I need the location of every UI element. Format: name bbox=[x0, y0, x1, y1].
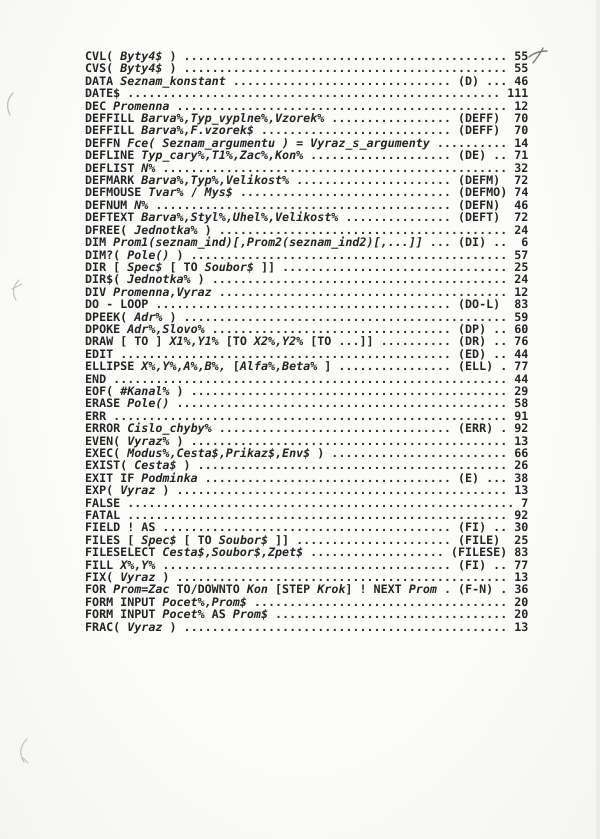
entry-parameters: Vyraz% bbox=[127, 433, 170, 448]
entry-keyword: DO - LOOP bbox=[85, 297, 149, 312]
entry-keyword: DATE$ bbox=[85, 86, 121, 101]
entry-parameters: Prom1(seznam_ind)[,Prom2(seznam_ind2)[,...]] bbox=[113, 235, 423, 250]
entry-page-reference: 13 bbox=[514, 619, 529, 634]
entry-parameters: Pole() bbox=[127, 396, 170, 411]
entry-keyword: ) bbox=[155, 570, 170, 585]
entry-keyword: FRAC( bbox=[85, 619, 128, 634]
entry-keyword: ) bbox=[162, 49, 177, 63]
entry-keyword: [ TO bbox=[162, 259, 205, 274]
entry-keyword: ) bbox=[162, 619, 177, 634]
entry-keyword: EXP( bbox=[85, 483, 121, 498]
entry-page-reference: 14 bbox=[514, 135, 529, 150]
dot-leader: ......................................... bbox=[155, 520, 458, 535]
entry-parameters: Cesta$ bbox=[134, 458, 177, 473]
entry-keyword: [ bbox=[225, 359, 240, 374]
pencil-arc-mark-1 bbox=[8, 93, 13, 115]
entry-page-reference: (DEFT) 72 bbox=[457, 210, 529, 225]
entry-parameters: Jednotka% bbox=[127, 272, 191, 287]
entry-keyword: DPEEK( bbox=[85, 309, 135, 324]
entry-parameters: Fce( Seznam_argumentu ) = Vyraz_s_argumenty bbox=[127, 135, 430, 150]
entry-page-reference: (F-N) . 36 bbox=[458, 582, 529, 597]
entry-parameters: Cislo_chyby% bbox=[127, 421, 212, 436]
dot-leader: ...................... bbox=[289, 532, 458, 547]
entry-keyword: DIR [ bbox=[85, 259, 128, 274]
entry-keyword: DEFFILL bbox=[85, 111, 142, 126]
entry-keyword: ]] bbox=[253, 259, 276, 274]
entry-keyword: ) bbox=[197, 222, 212, 237]
entry-keyword: ) bbox=[169, 383, 184, 398]
entry-parameters: Vyraz bbox=[120, 483, 156, 498]
entry-page-reference: (DI) .. 6 bbox=[457, 235, 529, 250]
entry-keyword: ) bbox=[169, 433, 184, 448]
dot-leader: ....................................................... bbox=[120, 495, 522, 510]
entry-parameters: X2%,Y2% bbox=[253, 334, 304, 349]
entry-page-reference: (DR) .. 76 bbox=[458, 334, 529, 349]
entry-keyword: DIR$( bbox=[85, 272, 128, 287]
entry-parameters: Podminka bbox=[141, 470, 198, 485]
entry-page-reference: 66 bbox=[514, 446, 529, 460]
entry-parameters: Alfa%,Beta% bbox=[239, 359, 318, 374]
dot-leader: ................................... bbox=[197, 470, 458, 485]
entry-keyword: DEFLINE bbox=[85, 148, 142, 163]
entry-parameters: N% bbox=[141, 160, 156, 175]
entry-page-reference: 12 bbox=[514, 98, 529, 113]
dot-leader: ................... bbox=[303, 545, 451, 560]
entry-page-reference: 7 bbox=[521, 495, 529, 510]
entry-keyword: DIM?( bbox=[85, 247, 128, 262]
entry-parameters: Pocet%,Prom$ bbox=[162, 594, 247, 609]
entry-keyword: ERASE bbox=[85, 396, 128, 411]
index-entry bbox=[85, 621, 528, 633]
dot-leader: .......... bbox=[429, 135, 515, 150]
entry-parameters: Adr% bbox=[134, 309, 163, 324]
entry-keyword: ] ! NEXT bbox=[345, 582, 409, 597]
entry-parameters: Cesta$,Soubor$,Zpet$ bbox=[162, 545, 304, 560]
entry-keyword: DPOKE bbox=[85, 321, 128, 336]
entry-page-reference: (FILE) 25 bbox=[458, 532, 529, 547]
entry-keyword: ) bbox=[162, 61, 177, 76]
entry-parameters: Byty4$ bbox=[120, 61, 163, 76]
entry-keyword: FIX( bbox=[85, 570, 121, 585]
dot-leader: ......................................... bbox=[155, 557, 458, 572]
entry-parameters: Barva%,F.vzorek$ bbox=[141, 123, 254, 138]
entry-keyword: ) bbox=[310, 446, 325, 460]
entry-page-reference: 20 bbox=[514, 607, 529, 622]
entry-parameters: Soubor$ bbox=[218, 532, 268, 547]
entry-keyword: EDIT bbox=[85, 346, 114, 361]
entry-page-reference: 57 bbox=[514, 247, 529, 262]
entry-page-reference: 12 bbox=[514, 284, 529, 299]
entry-keyword: DFREE( bbox=[85, 222, 135, 237]
entry-page-reference: (DEFF) 70 bbox=[457, 111, 529, 126]
entry-page-reference: (FILESE) 83 bbox=[450, 545, 529, 560]
entry-page-reference: (FI) .. 30 bbox=[457, 520, 529, 535]
entry-parameters: X%,Y%,A%,B%, bbox=[141, 359, 226, 374]
dot-leader: ......................................... bbox=[211, 284, 515, 299]
entry-keyword: DEFFN bbox=[85, 135, 128, 150]
entry-parameters: Soubor$ bbox=[204, 259, 254, 274]
dot-leader: .......... bbox=[373, 334, 458, 349]
entry-parameters: Spec$ bbox=[127, 259, 163, 274]
dot-leader: ................................. bbox=[267, 607, 515, 622]
dot-leader: ........................................................ bbox=[106, 408, 515, 423]
entry-page-reference: 26 bbox=[514, 458, 529, 473]
entry-page-reference: 91 bbox=[514, 408, 529, 423]
entry-keyword: EVEN( bbox=[85, 433, 128, 448]
entry-keyword: DIV bbox=[85, 284, 114, 299]
entry-keyword: [ TO bbox=[176, 532, 219, 547]
dot-leader: ............................... bbox=[225, 73, 458, 88]
entry-page-reference: (ELL) . 77 bbox=[457, 359, 529, 374]
entry-keyword: ERROR bbox=[85, 421, 128, 436]
entry-keyword: FORM INPUT bbox=[85, 594, 163, 609]
entry-parameters: Pocet% bbox=[162, 607, 205, 622]
entry-keyword: DEFTEXT bbox=[85, 210, 142, 225]
dot-leader: .......................................... bbox=[148, 197, 458, 212]
dot-leader: ..................................................... bbox=[120, 86, 508, 101]
entry-keyword: ) bbox=[190, 272, 205, 287]
entry-parameters: Kon bbox=[246, 582, 268, 597]
entry-page-reference: (ERR) . 92 bbox=[457, 421, 529, 436]
dot-leader: ......................... bbox=[324, 446, 515, 460]
entry-parameters: Barva%,Styl%,Uhel%,Velikost% bbox=[141, 210, 339, 225]
entry-keyword: FATAL bbox=[85, 508, 121, 523]
entry-page-reference: 55 bbox=[514, 61, 529, 76]
entry-page-reference: 58 bbox=[514, 396, 529, 411]
entry-parameters: X%,Y% bbox=[120, 557, 156, 572]
dot-leader: ............... bbox=[338, 210, 458, 225]
entry-page-reference: 32 bbox=[514, 160, 529, 175]
dot-leader: .......................................... bbox=[204, 272, 515, 287]
dot-leader: ................ bbox=[331, 359, 458, 374]
entry-page-reference: (DEFN) 46 bbox=[457, 197, 529, 212]
entry-page-reference: (DEFMO) 74 bbox=[457, 185, 529, 200]
entry-parameters: Prom=Zac bbox=[113, 582, 170, 597]
dot-leader: ................................. bbox=[211, 421, 458, 436]
dot-leader: ... bbox=[422, 235, 458, 250]
entry-parameters: Promenna,Vyraz bbox=[113, 284, 212, 299]
dot-leader: ........................... bbox=[253, 123, 458, 138]
entry-keyword: ERR bbox=[85, 408, 107, 423]
entry-keyword: DEFMARK bbox=[85, 173, 142, 188]
entry-keyword: ] bbox=[317, 359, 332, 374]
entry-keyword: ) bbox=[162, 309, 177, 324]
scan-edge-shade bbox=[596, 0, 600, 839]
entry-keyword: DEFNUM bbox=[85, 197, 135, 212]
entry-parameters: Promenna bbox=[113, 98, 170, 113]
entry-page-reference: 13 bbox=[514, 483, 529, 498]
entry-keyword: DATA bbox=[85, 73, 121, 88]
entry-page-reference: (DP) .. 60 bbox=[457, 321, 529, 336]
entry-page-reference: 55 bbox=[514, 49, 529, 63]
entry-page-reference: (DO-L) 83 bbox=[457, 297, 529, 312]
entry-page-reference: (E) ... 38 bbox=[457, 470, 529, 485]
dot-leader: ............................................... bbox=[169, 570, 515, 585]
entry-parameters: Seznam_konstant bbox=[120, 73, 226, 88]
dot-leader: .............................. bbox=[232, 185, 458, 200]
dot-leader: ............................................... bbox=[113, 346, 458, 361]
entry-keyword: EXIST( bbox=[85, 458, 135, 473]
dot-leader: .............................................. bbox=[176, 309, 515, 324]
dot-leader: ............................................... bbox=[169, 483, 515, 498]
entry-page-reference: 92 bbox=[514, 508, 529, 523]
entry-keyword: EXIT IF bbox=[85, 470, 142, 485]
entry-keyword: DIM bbox=[85, 235, 114, 250]
dot-leader: .................................... bbox=[246, 594, 515, 609]
dot-leader: . bbox=[436, 582, 459, 597]
entry-parameters: Vyraz bbox=[127, 619, 163, 634]
dot-leader: ................................................. bbox=[155, 160, 515, 175]
dot-leader: ............................................. bbox=[183, 247, 515, 262]
entry-parameters: Byty4$ bbox=[120, 49, 163, 63]
entry-parameters: Modus%,Cesta$,Prikaz$,Env$ bbox=[127, 446, 311, 460]
dot-leader: ............................................... bbox=[169, 98, 515, 113]
entry-keyword: FOR bbox=[85, 582, 114, 597]
entry-keyword: EOF( bbox=[85, 383, 121, 398]
dot-leader: .............................................. bbox=[176, 61, 515, 76]
entry-page-reference: 25 bbox=[514, 259, 529, 274]
entry-keyword: DEC bbox=[85, 98, 114, 113]
entry-page-reference: 13 bbox=[514, 570, 529, 585]
entry-page-reference: (FI) .. 77 bbox=[457, 557, 529, 572]
dot-leader: .............................................. bbox=[176, 619, 515, 634]
entry-keyword: / bbox=[183, 185, 205, 200]
dot-leader: .................................. bbox=[204, 321, 458, 336]
entry-keyword: END bbox=[85, 371, 107, 386]
entry-parameters: Tvar% bbox=[148, 185, 184, 200]
pencil-arc-mark-2 bbox=[12, 280, 22, 300]
entry-keyword: ) bbox=[169, 247, 184, 262]
entry-keyword: DRAW [ TO ] bbox=[85, 334, 170, 349]
entry-page-reference: 13 bbox=[514, 433, 529, 448]
dot-leader: .................... bbox=[303, 148, 458, 163]
entry-keyword: ]] bbox=[267, 532, 290, 547]
pencil-arc-mark-3 bbox=[21, 739, 28, 763]
dot-leader: ......................................... bbox=[211, 222, 515, 237]
entry-keyword: ) bbox=[176, 458, 191, 473]
entry-keyword: FORM INPUT bbox=[85, 607, 163, 622]
entry-keyword: CVL( bbox=[85, 49, 121, 63]
dot-leader: ................. bbox=[324, 111, 458, 126]
dot-leader: ............................................. bbox=[183, 433, 515, 448]
entry-parameters: Mys$ bbox=[204, 185, 233, 200]
dot-leader: ............................................. bbox=[183, 383, 515, 398]
entry-keyword: DEFLIST bbox=[85, 160, 142, 175]
entry-keyword: ) bbox=[155, 483, 170, 498]
entry-page-reference: (ED) .. 44 bbox=[457, 346, 529, 361]
entry-keyword: FILL bbox=[85, 557, 121, 572]
dot-leader: ............................................ bbox=[190, 458, 515, 473]
entry-page-reference: 111 bbox=[507, 86, 529, 101]
dot-leader: ............................................... bbox=[169, 396, 515, 411]
entry-parameters: #Kanal% bbox=[120, 383, 170, 398]
dot-leader: ................................ bbox=[275, 259, 515, 274]
entry-parameters: Vyraz bbox=[120, 570, 156, 585]
command-index-listing bbox=[85, 50, 528, 633]
entry-keyword: EXEC( bbox=[85, 446, 128, 460]
entry-keyword: CVS( bbox=[85, 61, 121, 76]
entry-keyword: [STEP bbox=[267, 582, 318, 597]
entry-parameters: Adr%,Slovo% bbox=[127, 321, 205, 336]
entry-keyword: FALSE bbox=[85, 495, 121, 510]
entry-page-reference: 44 bbox=[514, 371, 529, 386]
dot-leader: ........................................................ bbox=[106, 371, 515, 386]
entry-parameters: Spec$ bbox=[141, 532, 177, 547]
dot-leader: ...................... bbox=[289, 173, 458, 188]
entry-parameters: Barva%,Typ_vyplne%,Vzorek% bbox=[141, 111, 325, 126]
entry-page-reference: (DEFF) 70 bbox=[457, 123, 529, 138]
entry-keyword: DEFMOUSE bbox=[85, 185, 149, 200]
entry-page-reference: 24 bbox=[514, 272, 529, 287]
entry-keyword: FILESELECT bbox=[85, 545, 163, 560]
entry-page-reference: (D) ... 46 bbox=[457, 73, 529, 88]
entry-keyword: FIELD ! AS bbox=[85, 520, 156, 535]
entry-keyword: FILES [ bbox=[85, 532, 142, 547]
entry-keyword: [TO ...]] bbox=[303, 334, 374, 349]
entry-parameters: Barva%,Typ%,Velikost% bbox=[141, 173, 290, 188]
entry-parameters: Krok bbox=[317, 582, 346, 597]
entry-page-reference: 24 bbox=[514, 222, 529, 237]
entry-keyword: TO/DOWNTO bbox=[169, 582, 247, 597]
dot-leader: .............................................. bbox=[176, 49, 515, 63]
entry-page-reference: 29 bbox=[514, 383, 529, 398]
entry-keyword: ELLIPSE bbox=[85, 359, 142, 374]
entry-page-reference: 20 bbox=[514, 594, 529, 609]
entry-parameters: X1%,Y1% bbox=[169, 334, 219, 349]
dot-leader: ...................................................... bbox=[120, 508, 515, 523]
entry-keyword: AS bbox=[204, 607, 233, 622]
entry-page-reference: (DE) .. 71 bbox=[457, 148, 529, 163]
entry-keyword: DEFFILL bbox=[85, 123, 142, 138]
entry-parameters: N% bbox=[134, 197, 149, 212]
entry-parameters: Pole() bbox=[127, 247, 170, 262]
entry-parameters: Prom$ bbox=[232, 607, 268, 622]
entry-parameters: Jednotka% bbox=[134, 222, 198, 237]
entry-page-reference: (DEFM) 72 bbox=[457, 173, 529, 188]
handwritten-seven-mark bbox=[529, 48, 547, 63]
entry-keyword: [TO bbox=[218, 334, 254, 349]
dot-leader: .......................................... bbox=[148, 297, 458, 312]
entry-parameters: Typ_cary%,T1%,Zac%,Kon% bbox=[141, 148, 304, 163]
entry-parameters: Prom bbox=[408, 582, 437, 597]
entry-page-reference: 59 bbox=[514, 309, 529, 324]
